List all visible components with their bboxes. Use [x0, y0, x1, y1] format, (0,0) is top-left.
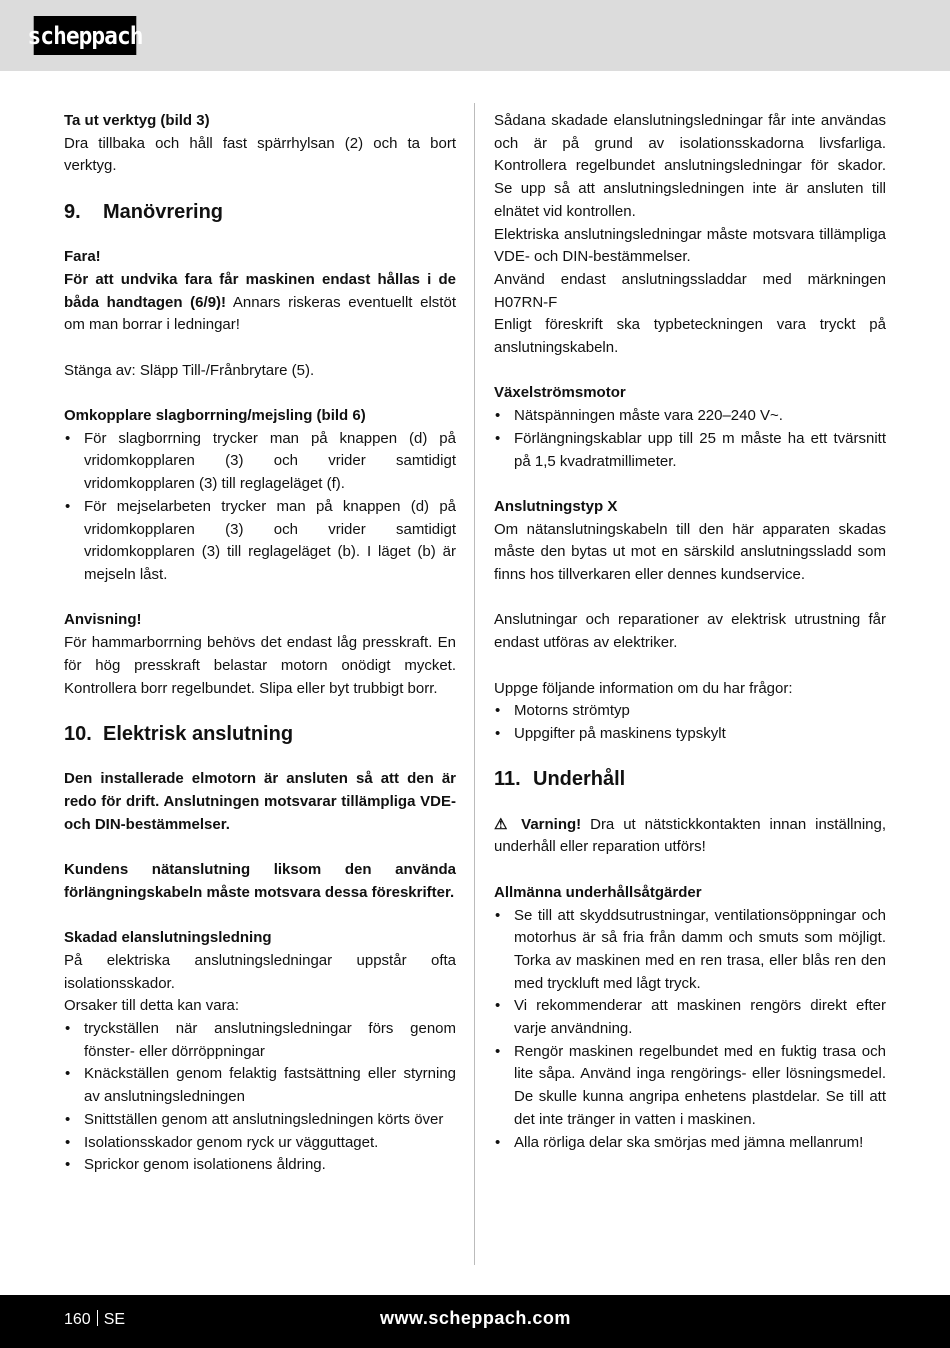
paragraph — [64, 360, 456, 383]
spacer — [494, 655, 886, 678]
spacer — [64, 178, 456, 201]
spacer — [64, 224, 456, 247]
bullet-icon: • — [495, 724, 501, 742]
page-number — [64, 1310, 125, 1329]
bullet-icon: • — [65, 1110, 71, 1128]
bullet-list — [64, 428, 456, 587]
bold-text: ⚠ Varning! — [494, 815, 582, 833]
spacer — [64, 382, 456, 405]
bold-text: Fara! — [64, 248, 101, 266]
bold-text: Omkopplare slagborrning/mejsling (bild 6) — [64, 407, 366, 425]
bullet-icon: • — [495, 906, 501, 924]
bold-text: Anslutningstyp X — [494, 497, 618, 515]
list-item — [64, 1018, 456, 1063]
bold-text: Växelströmsmotor — [494, 384, 626, 402]
bullet-icon: • — [65, 429, 71, 447]
section-number: 9. — [64, 200, 81, 223]
text: För hammarborrning behövs det endast låg presskraft. En för hög presskraft belastar motorn onödigt mycket. Kontrollera borr regelbundet. Slipa eller byt trubbigt borr. — [64, 634, 456, 697]
list-item — [494, 995, 886, 1040]
list-item — [64, 1154, 456, 1177]
spacer — [64, 587, 456, 610]
bold-text: Allmänna underhållsåtgärder — [494, 883, 702, 901]
text: Elektriska anslutningsledningar måste motsvara tillämpliga VDE- och DIN-bestämmelser. — [494, 225, 886, 266]
paragraph — [494, 814, 886, 859]
text: Om nätanslutningskabeln till den här apparaten skadas måste den bytas ut mot en särskild anslutningssladd som finns hos tillverkaren eller dennes kundservice. — [494, 520, 886, 584]
list-item — [494, 1041, 886, 1132]
list-item — [494, 700, 886, 723]
text: Uppge följande information om du har frågor: — [494, 679, 793, 697]
scheppach-logo: scheppach — [34, 16, 137, 55]
list-item — [494, 723, 886, 746]
bullet-icon: • — [495, 1042, 501, 1060]
list-item — [64, 1132, 456, 1155]
bold-text: För att undvika fara får maskinen endast hållas i de båda handtagen (6/9)! — [64, 270, 456, 311]
bullet-list — [494, 405, 886, 473]
bullet-icon: • — [65, 1133, 71, 1151]
paragraph — [494, 882, 886, 905]
bullet-icon: • — [495, 407, 501, 425]
list-item — [64, 496, 456, 587]
bullet-icon: • — [495, 429, 501, 447]
list-item — [64, 1063, 456, 1108]
separator — [97, 1310, 98, 1326]
text: Dra tillbaka och håll fast spärrhylsan (2) och ta bort verktyg. — [64, 134, 456, 175]
bold-text: Skadad elanslutningsledning — [64, 929, 272, 947]
list-item — [494, 1132, 886, 1155]
text: På elektriska anslutningsledningar uppstår ofta isolationsskador. — [64, 951, 456, 992]
list-item-text: Uppgifter på maskinens typskylt — [514, 724, 726, 742]
left-column — [64, 110, 456, 1177]
paragraph — [64, 269, 456, 337]
list-item-text: Isolationsskador genom ryck ur vägguttaget. — [84, 1133, 379, 1151]
section-number: 10. — [64, 722, 92, 745]
bullet-icon: • — [65, 1156, 71, 1174]
text: Använd endast anslutningssladdar med märkningen H07RN-F — [494, 270, 886, 311]
text: Annars riskeras eventuellt elstöt om man borrar i ledningar! — [64, 293, 456, 334]
paragraph — [494, 224, 886, 269]
paragraph — [64, 110, 456, 133]
bullet-icon: • — [495, 702, 501, 720]
spacer — [494, 587, 886, 610]
list-item — [494, 405, 886, 428]
paragraph — [494, 609, 886, 654]
text: Anslutningar och reparationer av elektrisk utrustning får endast utföras av elektriker. — [494, 611, 886, 652]
list-item-text: Se till att skyddsutrustningar, ventilationsöppningar och motorhus är så fria från damm och smuts som möjligt. Torka av maskinen med en ren trasa, eller blås ren den med tryckluft med lågt tryck. — [514, 906, 886, 992]
list-item-text: Motorns strömtyp — [514, 702, 630, 720]
text: Orsaker till detta kan vara: — [64, 997, 240, 1015]
section-heading — [494, 768, 886, 791]
list-item-text: För mejselarbeten trycker man på knappen (d) på vridomkopplaren (3) och vrider samtidigt vridomkopplaren (3) till reglageläget (b). I läget (b) är mejseln låst. — [84, 497, 456, 583]
list-item-text: Nätspänningen måste vara 220–240 V~. — [514, 407, 783, 425]
paragraph — [64, 768, 456, 836]
bullet-icon: • — [65, 497, 71, 515]
bold-text: Ta ut verktyg (bild 3) — [64, 112, 210, 129]
section-title: Elektrisk anslutning — [103, 722, 294, 745]
bold-text: Kundens nätanslutning liksom den använda förlängningskabeln måste motsvara dessa föreskrifter. — [64, 861, 456, 901]
spacer — [494, 473, 886, 496]
list-item-text: tryckställen när anslutningsledningar förs genom fönster- eller dörröppningar — [84, 1019, 456, 1060]
paragraph — [494, 110, 886, 224]
paragraph — [64, 609, 456, 632]
paragraph — [494, 314, 886, 359]
paragraph — [64, 927, 456, 950]
spacer — [64, 337, 456, 360]
spacer — [64, 700, 456, 723]
paragraph — [64, 405, 456, 428]
section-number: 11. — [494, 768, 521, 791]
list-item-text: Snittställen genom att anslutningsledningen körts över — [84, 1110, 444, 1128]
spacer — [494, 859, 886, 882]
list-item-text: För slagborrning trycker man på knappen (d) på vridomkopplaren (3) och vrider samtidigt vridomkopplaren (3) till reglageläget (f). — [84, 429, 456, 493]
bullet-icon: • — [65, 1065, 71, 1083]
website-url: www.scheppach.com — [380, 1308, 571, 1328]
list-item-text: Vi rekommenderar att maskinen rengörs direkt efter varje användning. — [514, 997, 886, 1038]
list-item-text: Förlängningskablar upp till 25 m måste ha ett tvärsnitt på 1,5 kvadratmillimeter. — [514, 429, 886, 470]
spacer — [64, 904, 456, 927]
paragraph — [64, 950, 456, 995]
list-item-text: Alla rörliga delar ska smörjas med jämna mellanrum! — [514, 1133, 864, 1151]
section-heading — [64, 723, 456, 746]
paragraph — [494, 382, 886, 405]
text: Enligt föreskrift ska typbeteckningen vara tryckt på anslutningskabeln. — [494, 316, 886, 357]
bullet-icon: • — [65, 1019, 71, 1037]
paragraph — [494, 269, 886, 314]
paragraph — [64, 632, 456, 700]
language-code: SE — [103, 1311, 126, 1328]
list-item-text: Sprickor genom isolationens åldring. — [84, 1156, 326, 1174]
text: Sådana skadade elanslutningsledningar får inte användas och är på grund av isolationsskadorna livsfarliga. Kontrollera regelbundet anslutningsledningar för skador. Se upp så att anslutningsledningen inte är ansluten till elnätet vid kontrollen. — [494, 112, 886, 220]
list-item — [64, 1109, 456, 1132]
bullet-list — [494, 905, 886, 1155]
list-item — [494, 905, 886, 996]
page-number-value: 160 — [64, 1311, 91, 1328]
list-item — [494, 428, 886, 473]
bullet-icon: • — [495, 997, 501, 1015]
spacer — [494, 360, 886, 383]
paragraph — [64, 859, 456, 904]
text: Dra ut nätstickkontakten innan inställning, underhåll eller reparation utförs! — [494, 815, 887, 856]
list-item-text: Knäckställen genom felaktig fastsättning eller styrning av anslutningsledningen — [84, 1065, 456, 1106]
bullet-list — [64, 1018, 456, 1177]
bold-text: Den installerade elmotorn är ansluten så att den är redo för drift. Anslutningen motsvarar tillämpliga VDE- och DIN-bestämmelser. — [64, 770, 456, 833]
paragraph — [64, 995, 456, 1018]
spacer — [494, 746, 886, 769]
column-divider — [474, 103, 475, 1265]
bold-text: Anvisning! — [64, 611, 142, 629]
page-footer — [0, 1295, 950, 1348]
text: Stänga av: Släpp Till-/Frånbrytare (5). — [64, 361, 315, 379]
paragraph — [494, 519, 886, 587]
spacer — [64, 746, 456, 769]
bullet-list — [494, 700, 886, 745]
section-heading — [64, 201, 456, 224]
paragraph — [64, 246, 456, 269]
list-item-text: Rengör maskinen regelbundet med en fuktig trasa och lite såpa. Använd inga rengörings- eller lösningsmedel. De skulle kunna angripa enhetens plastdelar. Se till att det inte tränger in vatten i maskinen. — [514, 1042, 886, 1128]
section-title: Manövrering — [103, 200, 224, 223]
page-header — [0, 0, 950, 71]
list-item — [64, 428, 456, 496]
spacer — [64, 836, 456, 859]
section-title: Underhåll — [533, 768, 626, 791]
paragraph — [494, 678, 886, 701]
paragraph — [494, 496, 886, 519]
paragraph — [64, 133, 456, 178]
spacer — [494, 791, 886, 814]
bullet-icon: • — [495, 1133, 501, 1151]
right-column — [494, 110, 886, 1154]
